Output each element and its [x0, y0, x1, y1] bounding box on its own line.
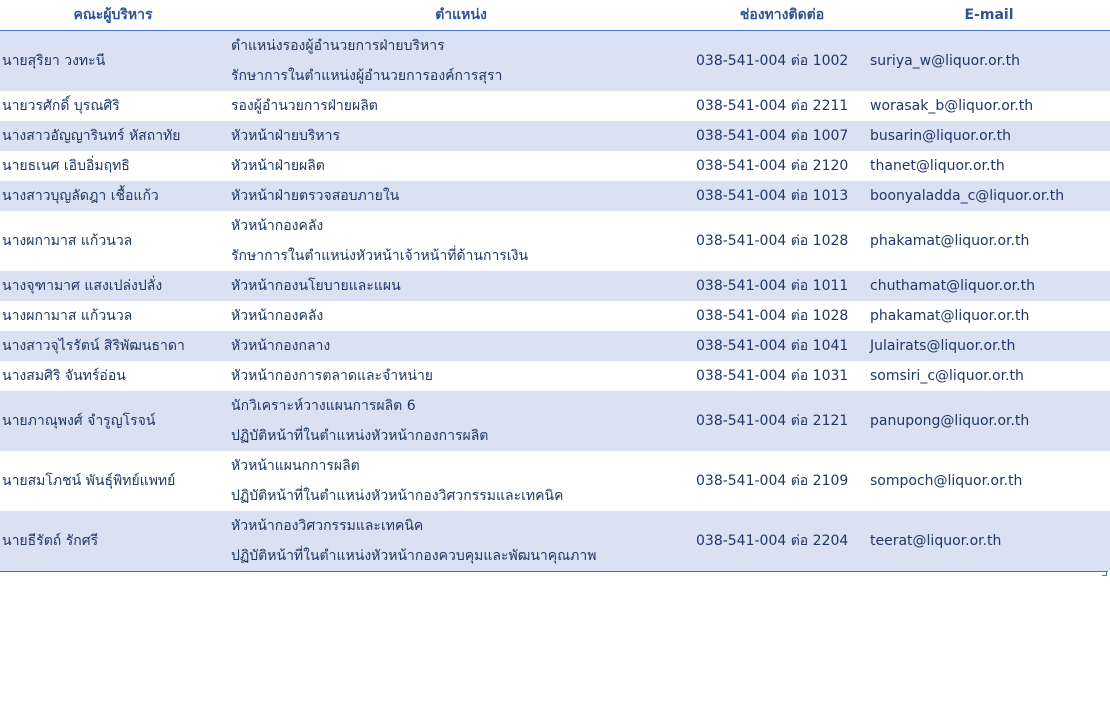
position-line: ปฏิบัติหน้าที่ในตำแหน่งหัวหน้ากองวิศวกรรมและเทคนิค [231, 488, 564, 504]
table-row [0, 301, 1110, 331]
executive-position [226, 361, 696, 391]
executive-position [226, 301, 696, 331]
contact-email[interactable]: boonyaladda_c@liquor.or.th [870, 188, 1065, 204]
executive-position [226, 331, 696, 361]
contact-email[interactable]: chuthamat@liquor.or.th [870, 278, 1035, 294]
contact-email[interactable]: Julairats@liquor.or.th [870, 338, 1016, 354]
executive-name: นางผกามาส แก้วนวล [2, 308, 133, 324]
contact-email[interactable]: phakamat@liquor.or.th [870, 233, 1030, 249]
executive-position [226, 211, 696, 271]
position-line: รองผู้อำนวยการฝ่ายผลิต [231, 98, 378, 114]
executive-position [226, 391, 696, 451]
position-line: หัวหน้าฝ่ายตรวจสอบภายใน [231, 188, 400, 204]
contact-email[interactable]: worasak_b@liquor.or.th [870, 98, 1034, 114]
contact-phone: 038-541-004 ต่อ 2204 [696, 533, 849, 549]
contact-phone: 038-541-004 ต่อ 1002 [696, 53, 849, 69]
table-row [0, 211, 1110, 271]
position-line: รักษาการในตำแหน่งผู้อำนวยการองค์การสุรา [231, 68, 503, 84]
header-contact: ช่องทางติดต่อ [739, 7, 825, 23]
contact-email[interactable]: teerat@liquor.or.th [870, 533, 1002, 549]
position-line: รักษาการในตำแหน่งหัวหน้าเจ้าหน้าที่ด้านการเงิน [231, 248, 529, 264]
position-line: หัวหน้ากองนโยบายและแผน [231, 278, 401, 294]
contact-phone: 038-541-004 ต่อ 1028 [696, 233, 849, 249]
executive-position [226, 121, 696, 151]
position-line: หัวหน้ากองคลัง [231, 218, 324, 234]
contact-email[interactable]: suriya_w@liquor.or.th [870, 53, 1021, 69]
position-line: นักวิเคราะห์วางแผนการผลิต 6 [231, 398, 416, 414]
executive-position [226, 31, 696, 91]
table-row [0, 271, 1110, 301]
contact-phone: 038-541-004 ต่อ 1011 [696, 278, 849, 294]
header-name: คณะผู้บริหาร [73, 7, 153, 23]
table-row [0, 121, 1110, 151]
position-line: หัวหน้าฝ่ายผลิต [231, 158, 325, 174]
position-line: ปฏิบัติหน้าที่ในตำแหน่งหัวหน้ากองการผลิต [231, 428, 489, 444]
executive-position [226, 271, 696, 301]
contact-email[interactable]: panupong@liquor.or.th [870, 413, 1030, 429]
table-row [0, 151, 1110, 181]
table-row [0, 511, 1110, 571]
contact-phone: 038-541-004 ต่อ 1013 [696, 188, 849, 204]
executive-name: นายภาณุพงศ์ จำรูญโรจน์ [2, 413, 156, 429]
executive-name: นางจุฑามาศ แสงเปล่งปลั่ง [2, 278, 163, 294]
contact-email[interactable]: phakamat@liquor.or.th [870, 308, 1030, 324]
table-row [0, 361, 1110, 391]
position-line: หัวหน้ากองการตลาดและจำหน่าย [231, 368, 434, 384]
executive-name: นางผกามาส แก้วนวล [2, 233, 133, 249]
contact-phone: 038-541-004 ต่อ 1007 [696, 128, 849, 144]
contact-email[interactable]: thanet@liquor.or.th [870, 158, 1005, 174]
executive-name: นางสมศิริ จันทร์อ่อน [2, 368, 126, 384]
contact-phone: 038-541-004 ต่อ 2120 [696, 158, 849, 174]
table-row [0, 391, 1110, 451]
position-line: หัวหน้ากองวิศวกรรมและเทคนิค [231, 518, 424, 534]
contact-email[interactable]: sompoch@liquor.or.th [870, 473, 1023, 489]
table-row [0, 181, 1110, 211]
resize-handle-icon[interactable] [1102, 571, 1107, 576]
executive-position [226, 451, 696, 511]
contact-phone: 038-541-004 ต่อ 2121 [696, 413, 849, 429]
position-line: ปฏิบัติหน้าที่ในตำแหน่งหัวหน้ากองควบคุมและพัฒนาคุณภาพ [231, 548, 597, 564]
table-row [0, 451, 1110, 511]
contact-phone: 038-541-004 ต่อ 2211 [696, 98, 849, 114]
executive-position [226, 151, 696, 181]
table-body [0, 31, 1110, 571]
position-line: หัวหน้าแผนกการผลิต [231, 458, 360, 474]
header-email: E-mail [964, 7, 1014, 23]
executive-position [226, 511, 696, 571]
executive-position [226, 91, 696, 121]
table-row [0, 91, 1110, 121]
contact-email[interactable]: somsiri_c@liquor.or.th [870, 368, 1024, 384]
executive-name: นายธีรัตถ์ รักศรี [2, 533, 99, 549]
position-line: หัวหน้ากองกลาง [231, 338, 331, 354]
contact-email[interactable]: busarin@liquor.or.th [870, 128, 1012, 144]
executive-name: นางสาวบุญลัดฎา เชื้อแก้ว [2, 188, 159, 204]
executive-name: นายสมโภชน์ พันธุ์พิทย์แพทย์ [2, 473, 176, 489]
executive-name: นายวรศักดิ์ บุรณศิริ [2, 98, 120, 114]
contact-phone: 038-541-004 ต่อ 1031 [696, 368, 849, 384]
contact-phone: 038-541-004 ต่อ 2109 [696, 473, 849, 489]
executive-name: นายธเนศ เอิบอิ่มฤทธิ [2, 158, 130, 174]
header-position: ตำแหน่ง [435, 7, 487, 23]
executive-position [226, 181, 696, 211]
executive-name: นางสาวอัญญารินทร์ หัสถาทัย [2, 128, 181, 144]
position-line: ตำแหน่งรองผู้อำนวยการฝ่ายบริหาร [231, 38, 445, 54]
table-row [0, 331, 1110, 361]
contact-phone: 038-541-004 ต่อ 1041 [696, 338, 849, 354]
table-header-row [0, 0, 1110, 31]
contact-phone: 038-541-004 ต่อ 1028 [696, 308, 849, 324]
table-bottom-border [0, 571, 1108, 572]
table-row [0, 31, 1110, 91]
position-line: หัวหน้ากองคลัง [231, 308, 324, 324]
executive-name: นางสาวจุไรรัตน์ สิริพัฒนธาดา [2, 338, 185, 354]
executive-name: นายสุริยา วงทะนี [2, 53, 106, 69]
position-line: หัวหน้าฝ่ายบริหาร [231, 128, 341, 144]
